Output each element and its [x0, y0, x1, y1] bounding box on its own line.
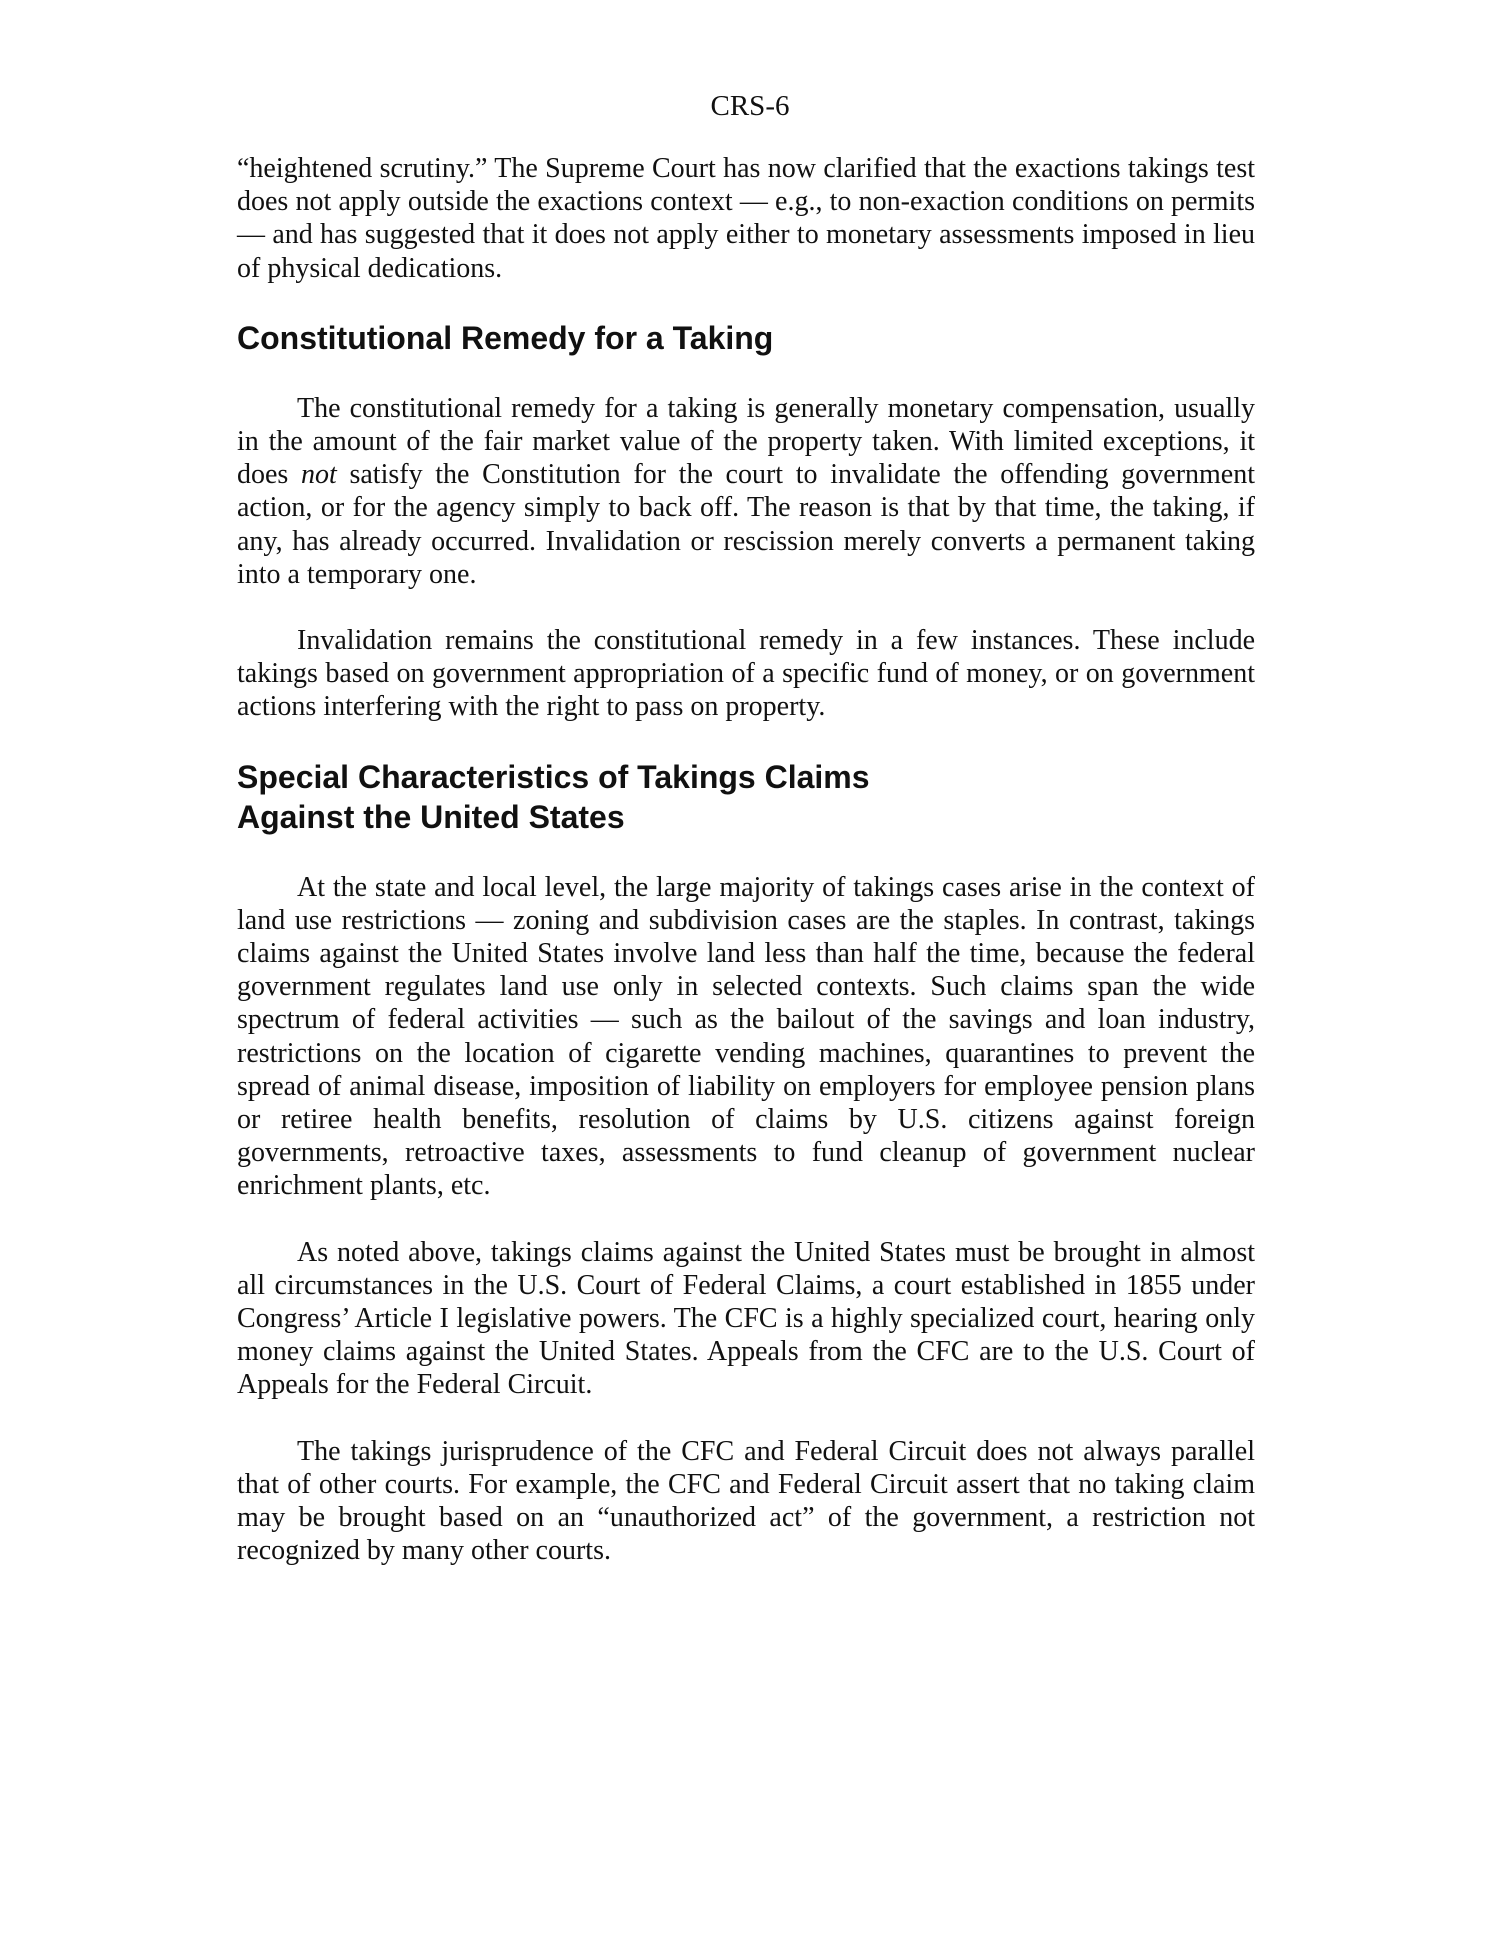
claims-paragraph-2: As noted above, takings claims against the United States must be brought in almost all circumstances in the U.S. Court of Federal Claims, a court established in 1855 under Congress’ Article I legislative powers. The CFC is a highly specialized court, hearing only money claims against the United States. Appeals from the CFC are to the U.S. Court of Appeals for the Federal Circuit. [237, 1236, 1255, 1401]
heading-line-1: Special Characteristics of Takings Claims [237, 758, 870, 795]
claims-paragraph-1: At the state and local level, the large majority of takings cases arise in the context of land use restrictions — zoning and subdivision cases are the staples. In contrast, takings claims against the United States involve land less than half the time, because the federal government regulates land use only in selected contexts. Such claims span the wide spectrum of federal activities — such as the bailout of the savings and loan industry, restrictions on the location of cigarette vending machines, quarantines to prevent the spread of animal disease, imposition of liability on employers for employee pension plans or retiree health benefits, resolution of claims by U.S. citizens against foreign governments, retroactive taxes, assessments to fund cleanup of government nuclear enrichment plants, etc. [237, 871, 1255, 1202]
page-content [237, 152, 1255, 1568]
emphasis-not: not [301, 459, 337, 491]
remedy-paragraph-2: Invalidation remains the constitutional remedy in a few instances. These include takings based on government appropriation of a specific fund of money, or on government actions interfering with the right to pass on property. [237, 625, 1255, 723]
claims-paragraph-3: The takings jurisprudence of the CFC and Federal Circuit does not always parallel that of other courts. For example, the CFC and Federal Circuit assert that no taking claim may be brought based on an “unauthorized act” of the government, a restriction not recognized by many other courts. [237, 1435, 1255, 1567]
page-number: CRS-6 [710, 90, 790, 122]
continuation-paragraph: “heightened scrutiny.” The Supreme Court has now clarified that the exactions takings test does not apply outside the exactions context — e.g., to non-exaction conditions on permits — and has suggested that it does not apply either to monetary assessments imposed in lieu of physical dedications. [237, 153, 1255, 284]
heading-line-2: Against the United States [237, 798, 625, 835]
remedy-paragraph-1-part-a: The constitutional remedy for a taking is generally monetary compensation, usually in the amount of the fair market value of the property taken. With limited exceptions, it does [237, 392, 1255, 491]
remedy-paragraph-1 [237, 392, 1255, 591]
section-heading-special-characteristics [237, 757, 1255, 837]
section-heading-constitutional-remedy: Constitutional Remedy for a Taking [237, 319, 774, 356]
remedy-paragraph-1-part-b: satisfy the Constitution for the court to invalidate the offending government action, or for the agency simply to back off. The reason is that by that time, the taking, if any, has already occurred. Invalidation or rescission merely converts a permanent taking into a temporary one. [237, 459, 1255, 590]
